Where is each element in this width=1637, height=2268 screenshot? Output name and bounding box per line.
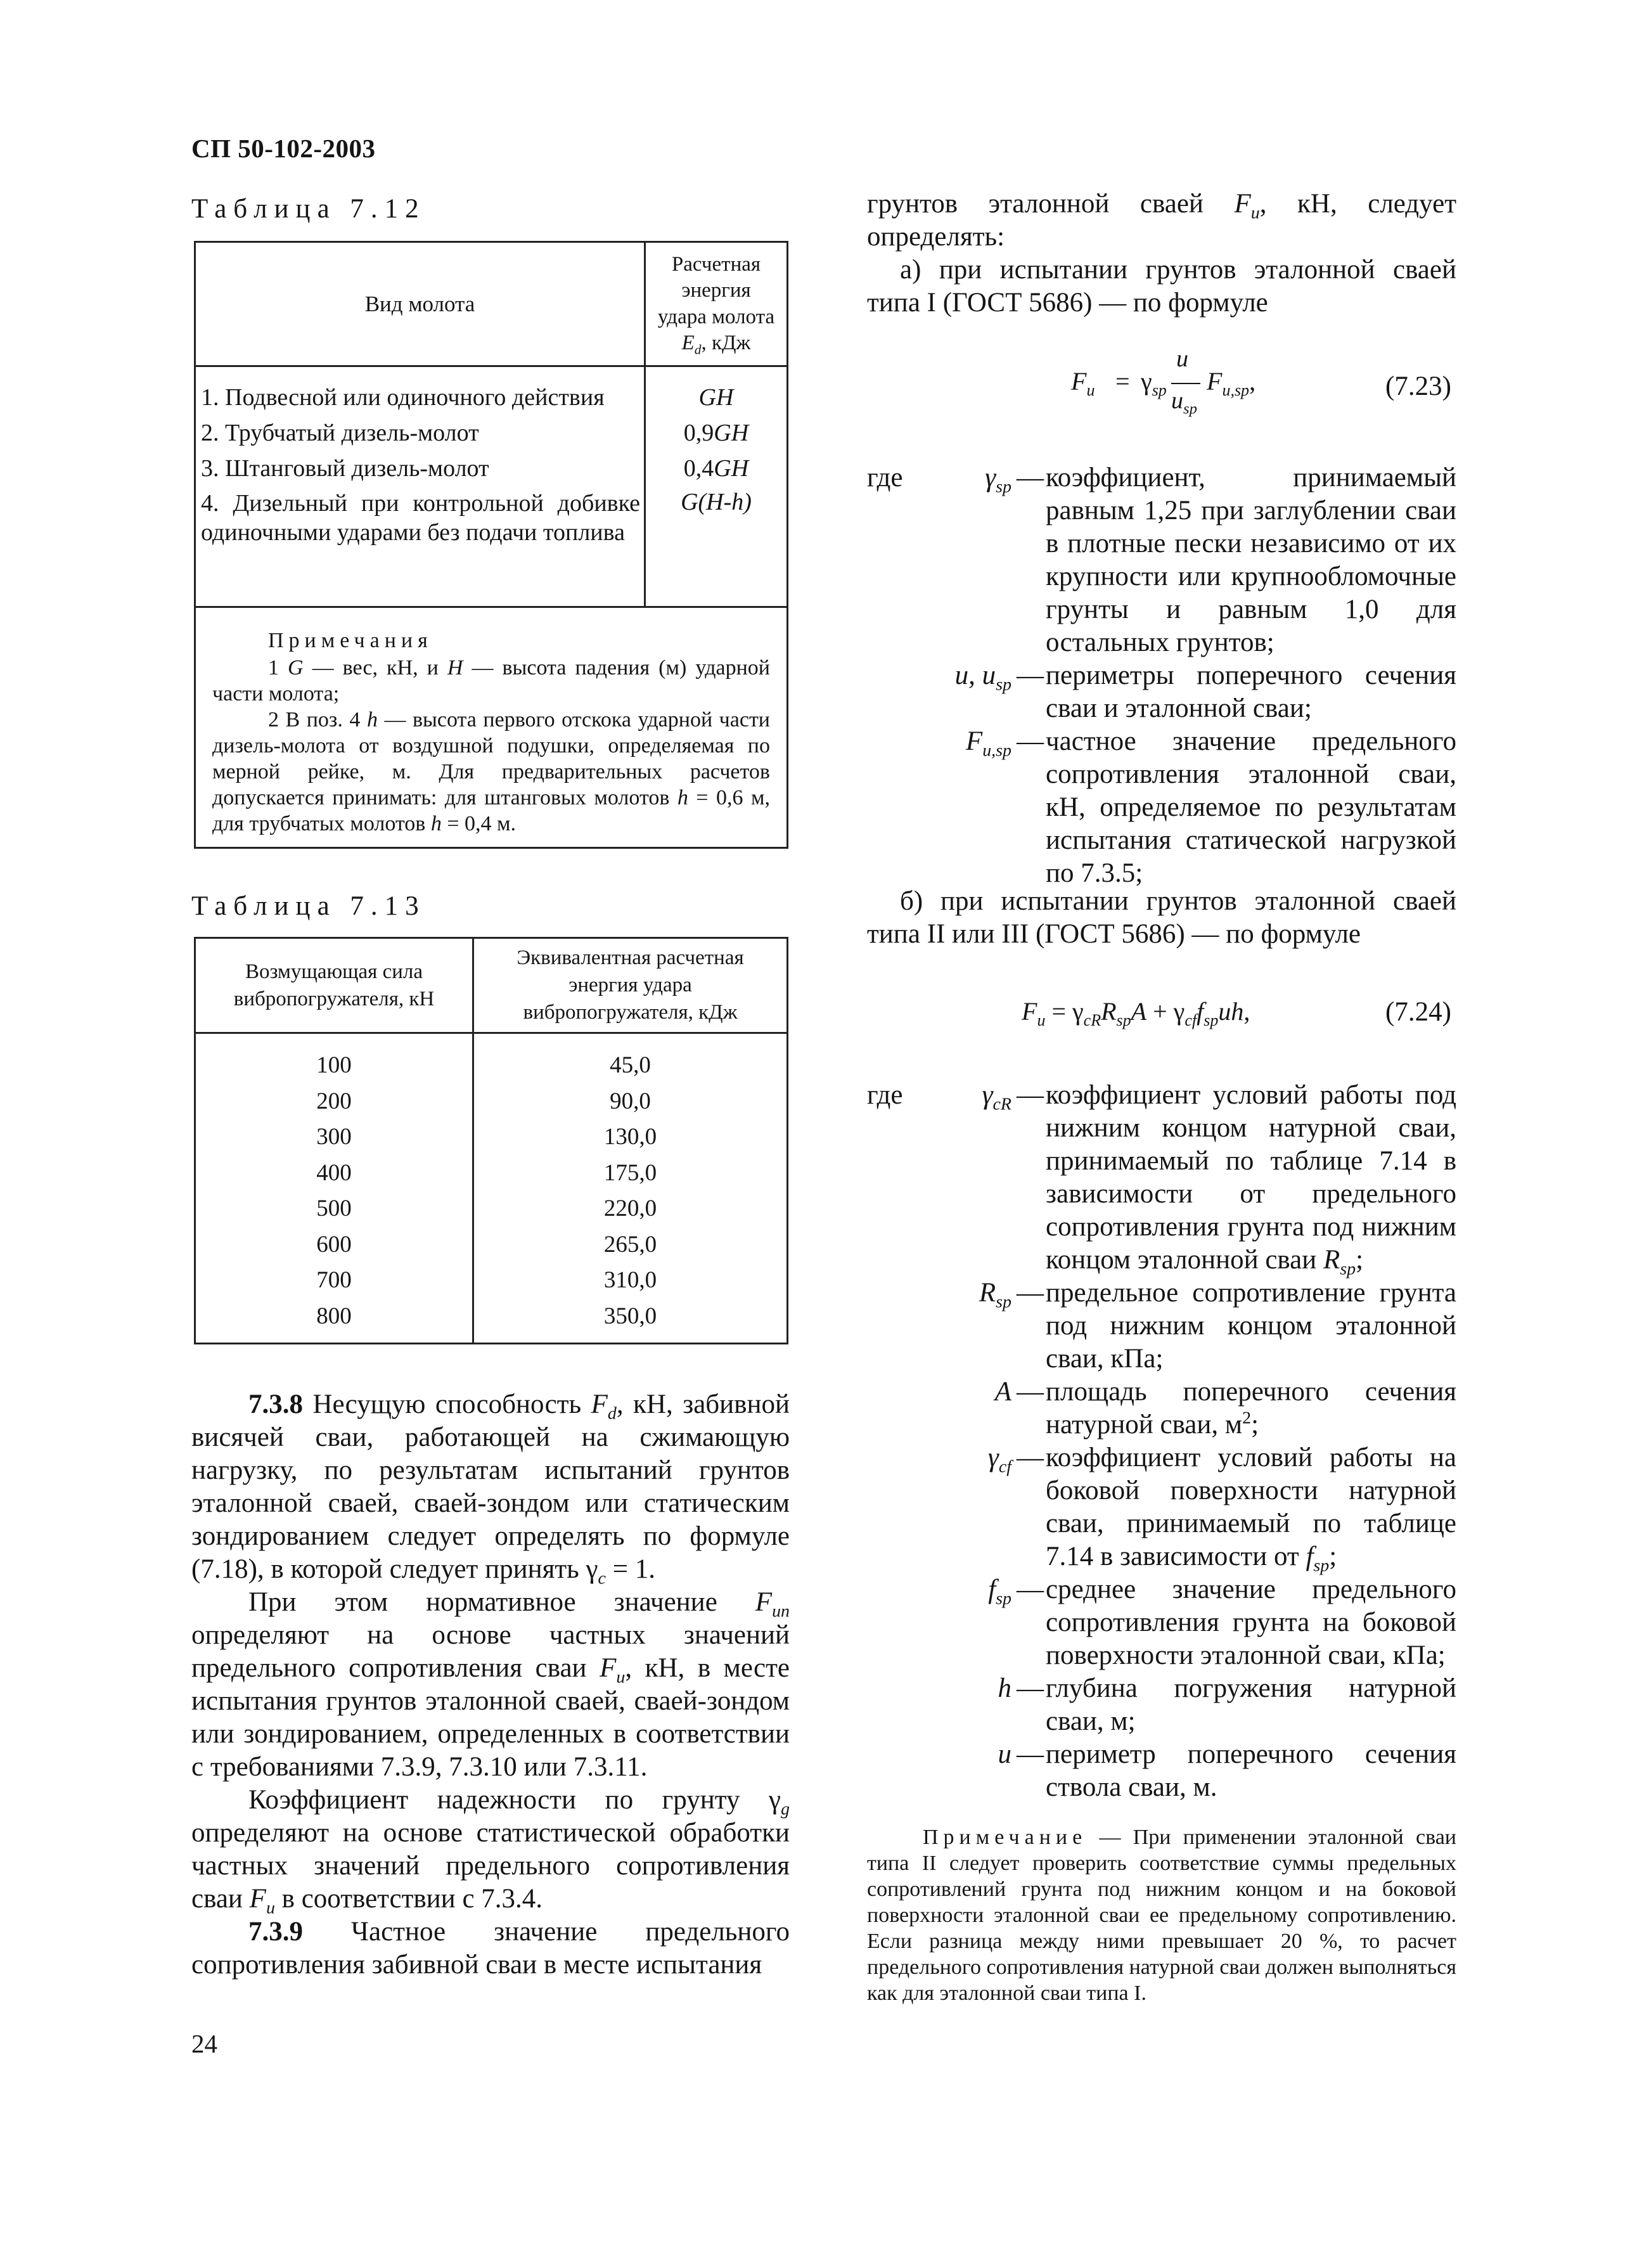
note-text: — При применении эталонной сваи типа II следует проверить соответствие суммы предельных сопротивлений грунта под нижним концом и на боковой поверхности эталонной сваи ее предельному сопротивлению. Если разница между ними превышает 20 %, то расчет предельного сопротивления натурной сваи должен выполняться как для эталонной сваи типа I.: [867, 1826, 1456, 2005]
equation-7-23: $F_u$ = $\gamma_{sp}$ u $u_{sp}$ $F_{u,sp}$,: [1071, 345, 1256, 418]
table-row-value: 0,9GH: [683, 420, 749, 446]
legend-symbol: $f_{sp}$: [988, 1575, 1011, 1609]
legend-definition: глубина погружения натурной сваи, м;: [1046, 1673, 1456, 1736]
item-b-text: б) при испытании грунтов эталонной сваей типа II или III (ГОСТ 5686) — по формуле: [867, 886, 1456, 949]
table-cell: 800: [316, 1303, 352, 1329]
table-row-value: 0,4GH: [683, 455, 749, 482]
table-7-12-notes: [195, 607, 788, 848]
legend-symbol: A: [994, 1377, 1011, 1407]
legend-definition: периметры поперечного сечения сваи и эталонной сваи;: [1046, 660, 1456, 723]
table-7-13-force-cell: [195, 1033, 473, 1344]
table-7-12-caption: Таблица 7.12: [191, 194, 426, 224]
table-7-12-names-cell: [195, 366, 645, 607]
table-7-13-col2-header: Эквивалентная расчетная энергия удара вибропогружателя, кДж: [473, 938, 788, 1033]
legend-definition: коэффициент, принимаемый равным 1,25 при заглублении сваи в плотные пески независимо от их крупности или крупнообломочные грунты и равным 1,0 для остальных грунтов;: [1046, 463, 1456, 657]
table-cell: 200: [316, 1088, 352, 1114]
table-cell: 90,0: [610, 1088, 651, 1114]
note-title: Примечание: [923, 1826, 1088, 1849]
table-cell: 45,0: [610, 1052, 651, 1078]
table-row-value: G(H-h): [681, 489, 752, 515]
table-row-name: 1. Подвесной или одиночного действия: [201, 384, 605, 411]
table-7-12: [194, 241, 788, 849]
item-a-text: а) при испытании грунтов эталонной сваей типа I (ГОСТ 5686) — по формуле: [867, 255, 1456, 318]
page-number: 24: [191, 2029, 217, 2058]
table-7-13-caption: Таблица 7.13: [191, 891, 426, 921]
legend-symbol: $R_{sp}$: [979, 1278, 1011, 1312]
table-7-12-col1-header: [195, 242, 645, 366]
legend-definition: среднее значение предельного сопротивления грунта на боковой поверхности эталонной сваи, кПа;: [1046, 1575, 1456, 1670]
table-7-12-values-cell: [645, 366, 788, 607]
bottom-note: [867, 1824, 1456, 2006]
col2-header-line4: $E_d$, кДж: [681, 331, 751, 358]
where-label-2: где: [867, 1080, 903, 1110]
col2-header-line1: Расчетная: [671, 253, 761, 276]
table-row-name: 4. Дизельный при контрольной добивке одиночными ударами без подачи топлива: [201, 490, 640, 546]
table-7-13-energy-cell: [473, 1033, 788, 1344]
note-2: 2 В поз. 4 h — высота первого отскока ударной части дизель-молота от воздушной подушки, определяемая по мерной рейке, м. Для предварительных расчетов допускается принимать: для штанговых молотов h = 0,6 м, для трубчатых молотов h = 0,4 м.: [212, 708, 771, 835]
equation-7-24-number: (7.24): [1385, 997, 1451, 1027]
equation-7-23-number: (7.23): [1385, 371, 1451, 401]
table-row-value: GH: [698, 384, 734, 411]
legend-symbol: $F_{u,sp}$: [965, 726, 1011, 761]
col2-header-line3: удара молота: [657, 305, 775, 328]
col1-header-text: Вид молота: [364, 291, 475, 316]
table-7-13-col1-header: Возмущающая сила вибропогружателя, кН: [195, 938, 473, 1033]
paragraph-number: 7.3.9: [248, 1917, 303, 1947]
left-column-text: [191, 1388, 790, 1981]
legend-definition: предельное сопротивление грунта под нижним концом эталонной сваи, кПа;: [1046, 1278, 1456, 1374]
legend-symbol: $\gamma_{cf}$: [987, 1443, 1011, 1477]
table-row-name: 3. Штанговый дизель-молот: [201, 455, 489, 482]
table-cell: 700: [316, 1267, 352, 1293]
col2-header-line2: энергия: [681, 279, 751, 302]
legend-definition: частное значение предельного сопротивления эталонной сваи, кН, определяемое по результатам испытания статической нагрузкой по 7.3.5;: [1046, 726, 1456, 888]
table-cell: 100: [316, 1052, 352, 1078]
table-cell: 220,0: [603, 1195, 657, 1221]
legend-symbol: $\gamma_{cR}$: [982, 1080, 1011, 1114]
legend-definition: площадь поперечного сечения натурной сваи, $м^2$;: [1046, 1377, 1456, 1440]
paragraph-normative: При этом нормативное значение $F_{un}$ определяют на основе частных значений предельного сопротивления сваи $F_u$, кН, в месте испытания грунтов эталонной сваей, сваей-зондом или зондированием, определенных в соответствии с требованиями 7.3.9, 7.3.10 или 7.3.11.: [191, 1587, 790, 1782]
table-cell: 130,0: [603, 1124, 657, 1150]
table-cell: 265,0: [603, 1231, 657, 1258]
table-cell: 500: [316, 1195, 352, 1221]
paragraph-7-3-9: [191, 1916, 790, 1981]
note-1: 1 G — вес, кН, и H — высота падения (м) ударной части молота;: [212, 656, 770, 706]
right-intro: [867, 188, 1456, 319]
table-cell: 400: [316, 1159, 352, 1186]
legend-block-1: $\gamma_{sp}$ — коэффициент, принимаемый равным 1,25 при заглублении сваи в плотные пески независимо от их крупности или крупнообломочные грунты и равным 1,0 для остальных грунтов; u, $u_{sp}$ — периметры поперечного сечения сваи и эталонной сваи; $F_{u,sp}$ — частное значение предельного сопротивления эталонной сваи, кН, определяемое по результатам испытания статической нагрузкой по 7.3.5;: [867, 461, 1456, 892]
paragraph-reliability: Коэффициент надежности по грунту $\gamma_g$ определяют на основе статистической обработки частных значений предельного сопротивления сваи $F_u$ в соответствии с 7.3.4.: [191, 1785, 790, 1918]
table-row-name: 2. Трубчатый дизель-молот: [201, 420, 479, 446]
table-cell: 175,0: [603, 1159, 657, 1186]
legend-definition: коэффициент условий работы на боковой поверхности натурной сваи, принимаемый по таблице 7.14 в зависимости от $f_{sp}$;: [1046, 1443, 1456, 1576]
equation-7-24: $F_u = \gamma_{cR}R_{sp}A + \gamma_{cf}f_{sp}uh$,: [1022, 997, 1250, 1029]
table-cell: 350,0: [603, 1303, 657, 1329]
table-7-12-col2-header: [645, 242, 788, 366]
legend-symbol: u, $u_{sp}$: [954, 660, 1011, 695]
legend-symbol: u: [998, 1739, 1011, 1769]
paragraph-7-3-8: 7.3.8 Несущую способность $F_d$, кН, забивной висячей сваи, работающей на сжимающую нагрузку, по результатам испытаний грунтов эталонной сваей, сваей-зондом или статическим зондированием следует определять по формуле (7.18), в которой следует принять $\gamma_c = 1$.: [191, 1389, 790, 1588]
legend-definition: коэффициент условий работы под нижним концом натурной сваи, принимаемый по таблице 7.14 в зависимости от предельного сопротивления грунта под нижним концом эталонной сваи $R_{sp}$;: [1046, 1080, 1456, 1279]
intro-text: грунтов эталонной сваей $F_u$, кН, следует определять:: [867, 189, 1456, 252]
document-header: СП 50-102-2003: [191, 134, 376, 163]
table-cell: 600: [316, 1231, 352, 1258]
legend-block-2: $\gamma_{cR}$ — коэффициент условий работы под нижним концом натурной сваи, принимаемый по таблице 7.14 в зависимости от предельного сопротивления грунта под нижним концом эталонной сваи $R_{sp}$; $R_{sp}$ — предельное сопротивление грунта под нижним концом эталонной сваи, кПа; A — площадь поперечного сечения натурной сваи, $м^2$; $\gamma_{cf}$ — коэффициент условий работы на боковой поверхности натурной сваи, принимаемый по таблице 7.14 в зависимости от $f_{sp}$; $f_{sp}$ — среднее значение предельного сопротивления грунта на боковой поверхности эталонной сваи, кПа; h — глубина погружения натурной сваи, м; u — периметр поперечного сечения ствола сваи, м.: [867, 1079, 1456, 1789]
table-cell: 300: [316, 1124, 352, 1150]
legend-definition: периметр поперечного сечения ствола сваи, м.: [1046, 1739, 1456, 1802]
table-7-13: [194, 937, 788, 1344]
table-cell: 310,0: [603, 1267, 657, 1293]
where-label-1: где: [867, 463, 903, 493]
legend-symbol: $\gamma_{sp}$: [985, 463, 1011, 497]
col2-header-unit: , кДж: [701, 331, 751, 354]
notes-title: Примечания: [268, 629, 433, 652]
paragraph-7-3-9-text: Частное значение предельного сопротивления забивной сваи в месте испытания: [191, 1917, 790, 1980]
legend-symbol: h: [998, 1673, 1011, 1703]
